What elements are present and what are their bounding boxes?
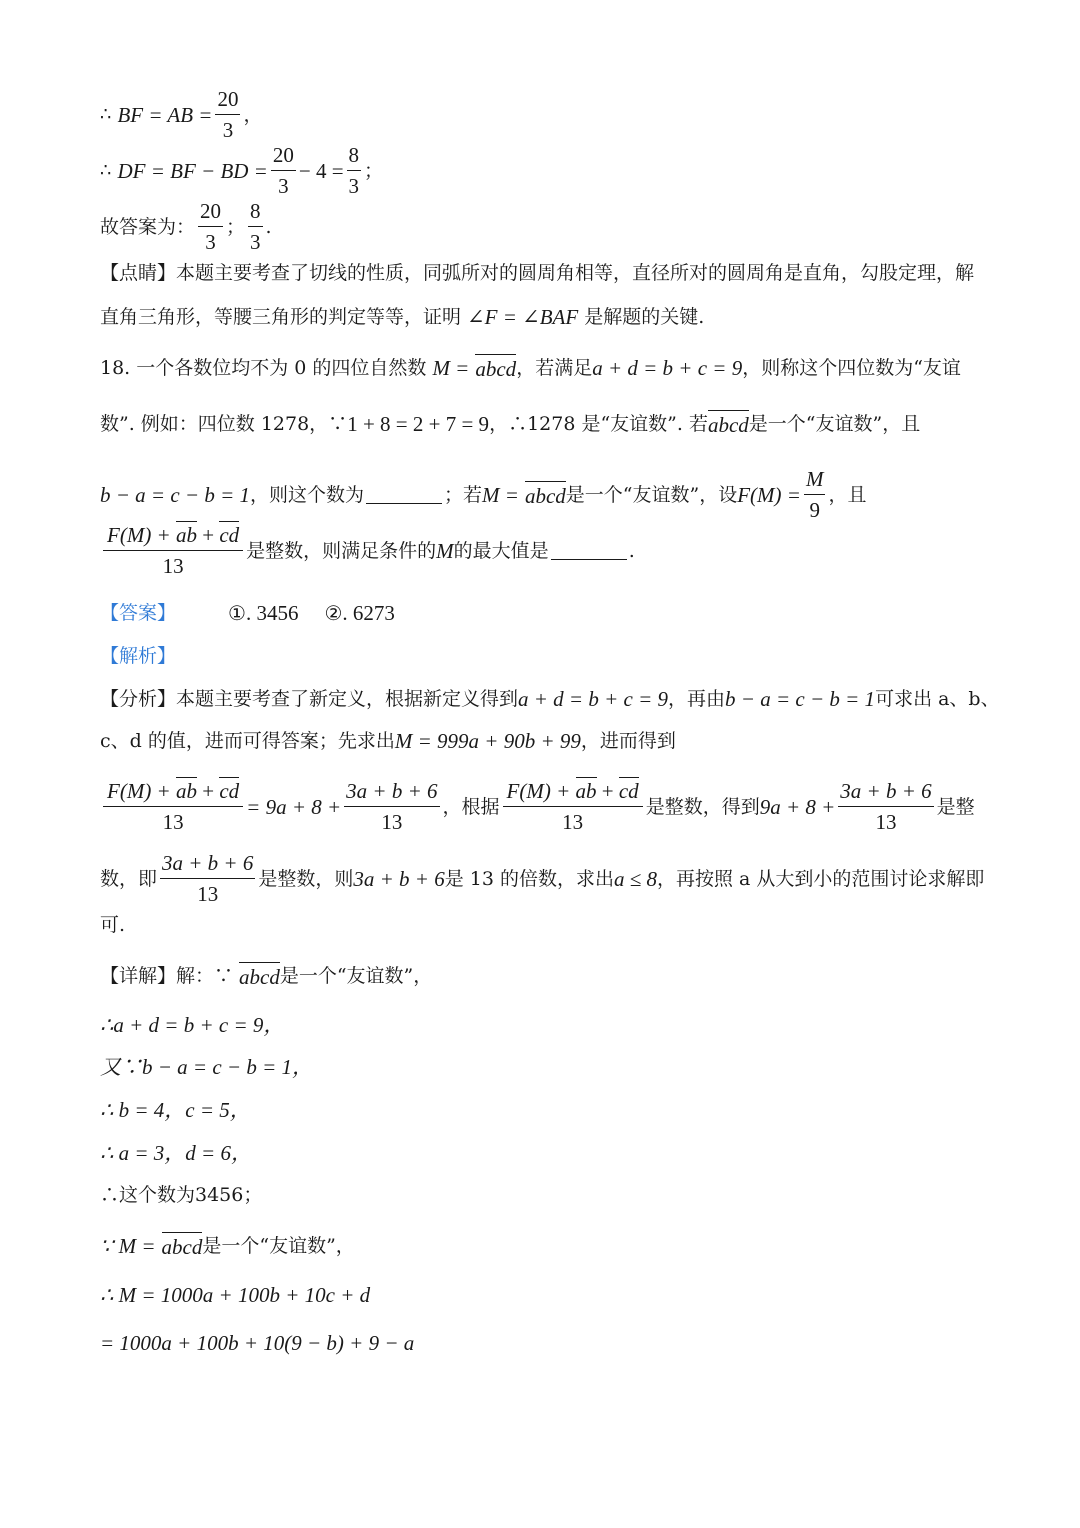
equation: b − a = c − b = 1 <box>100 482 251 507</box>
xiangjie-line-3 <box>100 1054 313 1080</box>
answer-line <box>100 600 395 626</box>
fenxi-text: ，根据 <box>442 795 500 818</box>
overline-ab: ab <box>175 523 197 547</box>
numerator <box>103 522 243 551</box>
denominator: 9 <box>809 498 820 522</box>
xiangjie-line-7 <box>100 1232 355 1260</box>
equation: = 1000a + 100b + 10(9 − b) + 9 − a <box>100 1331 415 1355</box>
denominator: 13 <box>197 882 219 906</box>
q18-text: ，且 <box>828 483 867 506</box>
fenxi-text: 可求出 a、b、 <box>875 688 1000 710</box>
jiexi-line <box>100 643 176 669</box>
answer-label: 【答案】 <box>100 602 177 624</box>
fraction <box>160 850 255 907</box>
fenxi-line-5 <box>100 912 125 938</box>
equation: = 9a + 8 + <box>246 794 342 819</box>
fraction <box>344 778 439 835</box>
numerator: M <box>804 466 826 495</box>
equation: a ≤ 8 <box>613 866 658 891</box>
equation: ∴ M = 1000a + 100b + 10c + d <box>100 1283 371 1307</box>
answer-label: 故答案为： <box>100 215 196 238</box>
denominator: 3 <box>250 230 261 254</box>
equation: b − a = c − b = 1 <box>725 687 876 711</box>
separator: ； <box>226 215 246 238</box>
denominator: 13 <box>381 810 403 834</box>
numerator: 20 <box>198 198 223 227</box>
q18-line-3 <box>100 466 866 523</box>
answer-blank-2[interactable] <box>551 541 627 560</box>
fenxi-text: c、d 的值，进而可得答案；先求出 <box>100 730 395 752</box>
dianjing-text: 直角三角形，等腰三角形的判定等等，证明 <box>100 306 462 328</box>
punctuation: ， <box>243 103 263 126</box>
q18-text: 是一个“友谊数”，且 <box>748 413 921 435</box>
dianjing-line-1 <box>100 260 974 286</box>
denominator: 13 <box>162 810 184 834</box>
xiangjie-text: 【详解】解：∵ <box>100 965 234 987</box>
q18-line-4 <box>100 522 635 579</box>
fenxi-text: 是整数，则 <box>258 867 354 890</box>
xiangjie-line-2 <box>100 1012 284 1038</box>
fraction <box>838 778 933 835</box>
variable-m: M <box>436 538 454 563</box>
line-answer-summary <box>100 198 272 255</box>
numerator: 20 <box>215 86 240 115</box>
xiangjie-text: 是一个“友谊数”， <box>202 1235 355 1257</box>
fenxi-text: ，再由 <box>668 688 726 710</box>
equation: M = 999a + 90b + 99 <box>394 729 581 753</box>
fraction <box>248 198 263 255</box>
fenxi-text: 【分析】本题主要考查了新定义，根据新定义得到 <box>100 688 519 710</box>
line-df-equals <box>100 142 383 199</box>
q18-text: ，∴1278 是“友谊数”. 若 <box>489 413 708 435</box>
numerator-f: F(M) + <box>107 523 171 547</box>
xiangjie-text: 是一个“友谊数”， <box>279 965 433 987</box>
overline-number: abcd <box>525 481 566 509</box>
therefore-symbol: ∴ <box>100 159 112 181</box>
function-f: F(M) = <box>737 482 801 507</box>
q18-text: 是整数，则满足条件的 <box>246 539 437 562</box>
q18-text: ；若 <box>444 483 483 506</box>
fraction <box>271 142 296 199</box>
dianjing-line-2 <box>100 304 704 330</box>
equation: a + d = b + c = 9 <box>518 687 669 711</box>
dianjing-text: 是解题的关键. <box>584 306 705 328</box>
fenxi-text: ，进而得到 <box>580 730 676 752</box>
overline-cd: cd <box>219 779 240 803</box>
equation: a + d = b + c = 9 <box>592 356 743 380</box>
overline-number: abcd <box>162 1232 203 1260</box>
punctuation: . <box>628 539 635 562</box>
numerator <box>503 778 643 807</box>
equation: M = <box>482 482 519 507</box>
q18-line-2 <box>100 410 920 438</box>
fraction <box>103 778 243 835</box>
numerator <box>103 778 243 807</box>
q18-text: 18. 一个各数位均不为 0 的四位自然数 <box>100 357 427 379</box>
fenxi-text: 是整数，得到 <box>645 795 760 818</box>
overline-number: abcd <box>239 962 280 990</box>
numerator-f: F(M) + <box>107 779 171 803</box>
therefore-symbol: ∴ <box>100 103 112 125</box>
numerator-f: F(M) + <box>506 779 571 803</box>
answer-blank-1[interactable] <box>366 485 442 504</box>
denominator: 13 <box>875 810 897 834</box>
fenxi-line-2 <box>100 728 676 754</box>
plus-sign: + <box>202 779 215 803</box>
equation: DF = BF − BD = <box>117 158 268 183</box>
denominator: 3 <box>278 174 289 198</box>
overline-cd: cd <box>219 523 240 547</box>
fraction <box>198 198 223 255</box>
equation: ∴ a = 3，d = 6， <box>100 1141 252 1165</box>
overline-ab: ab <box>575 779 597 803</box>
denominator: 3 <box>205 230 216 254</box>
overline-number: abcd <box>475 354 516 382</box>
circled-one: ① <box>228 601 246 625</box>
numerator: 3a + b + 6 <box>160 850 255 879</box>
xiangjie-text: ∴这个数为3456； <box>100 1184 263 1206</box>
denominator: 3 <box>348 174 360 198</box>
numerator: 20 <box>271 142 296 171</box>
punctuation: . <box>265 215 272 238</box>
fraction <box>804 466 826 523</box>
angle-equation: ∠F = ∠BAF <box>467 305 579 329</box>
fenxi-text: 是 13 的倍数，求出 <box>444 867 614 890</box>
fenxi-line-3 <box>100 778 975 835</box>
q18-text: ，若满足 <box>516 357 593 379</box>
equation: 9a + 8 + <box>759 794 836 819</box>
numerator: 8 <box>347 142 362 171</box>
numerator: 3a + b + 6 <box>838 778 933 807</box>
equation-middle: − 4 = <box>298 158 344 183</box>
plus-sign: + <box>202 523 215 547</box>
xiangjie-line-8 <box>100 1282 370 1308</box>
xiangjie-line-5 <box>100 1140 252 1166</box>
equation: ∴ b = 4，c = 5， <box>100 1098 251 1122</box>
fenxi-text: 是整 <box>936 795 975 818</box>
answer-value-1: . 3456 <box>245 601 299 625</box>
overline-ab: ab <box>175 779 197 803</box>
xiangjie-line-4 <box>100 1097 251 1123</box>
answer-value-2: . 6273 <box>342 601 395 625</box>
numerator: 3a + b + 6 <box>344 778 439 807</box>
equation: M = <box>432 356 470 380</box>
fenxi-text: ，再按照 a 从大到小的范围讨论求解即 <box>657 867 985 890</box>
equation: 又∵b − a = c − b = 1， <box>100 1055 314 1079</box>
equation: ∴a + d = b + c = 9， <box>100 1013 285 1037</box>
fraction <box>503 778 643 835</box>
q18-text: 是一个“友谊数”，设 <box>565 483 738 506</box>
denominator: 3 <box>222 118 234 142</box>
equation: ∵ M = <box>100 1234 156 1258</box>
fenxi-line-1 <box>100 686 1000 712</box>
equation: 3a + b + 6 <box>353 866 445 891</box>
denominator: 13 <box>162 554 184 578</box>
jiexi-label: 【解析】 <box>100 645 177 667</box>
plus-sign: + <box>601 779 614 803</box>
dianjing-text: 【点睛】本题主要考查了切线的性质，同弧所对的圆周角相等，直径所对的圆周角是直角，勾股定理，解 <box>100 262 975 284</box>
overline-number: abcd <box>708 410 749 438</box>
denominator: 13 <box>562 810 584 834</box>
q18-text: ，则这个数为 <box>250 483 365 506</box>
equation: BF = AB = <box>117 102 213 127</box>
overline-cd: cd <box>618 779 639 803</box>
circled-two: ② <box>324 601 343 625</box>
xiangjie-line-1 <box>100 962 432 990</box>
q18-text: ，则称这个四位数为“友谊 <box>742 357 961 379</box>
punctuation: ； <box>364 159 384 182</box>
fenxi-text: 数，即 <box>100 867 158 890</box>
q18-line-1 <box>100 354 961 382</box>
numerator: 8 <box>248 198 263 227</box>
xiangjie-line-9 <box>100 1330 414 1356</box>
fraction <box>215 86 240 143</box>
line-bf-equals-ab <box>100 86 263 143</box>
fenxi-line-4 <box>100 850 984 907</box>
q18-text: 的最大值是 <box>453 539 549 562</box>
fenxi-text: 可. <box>100 914 126 936</box>
fraction <box>347 142 362 199</box>
xiangjie-line-6 <box>100 1182 262 1208</box>
equation: 1 + 8 = 2 + 7 = 9 <box>347 412 490 436</box>
fraction <box>103 522 243 579</box>
q18-text: 数”. 例如：四位数 1278，∵ <box>100 413 348 435</box>
